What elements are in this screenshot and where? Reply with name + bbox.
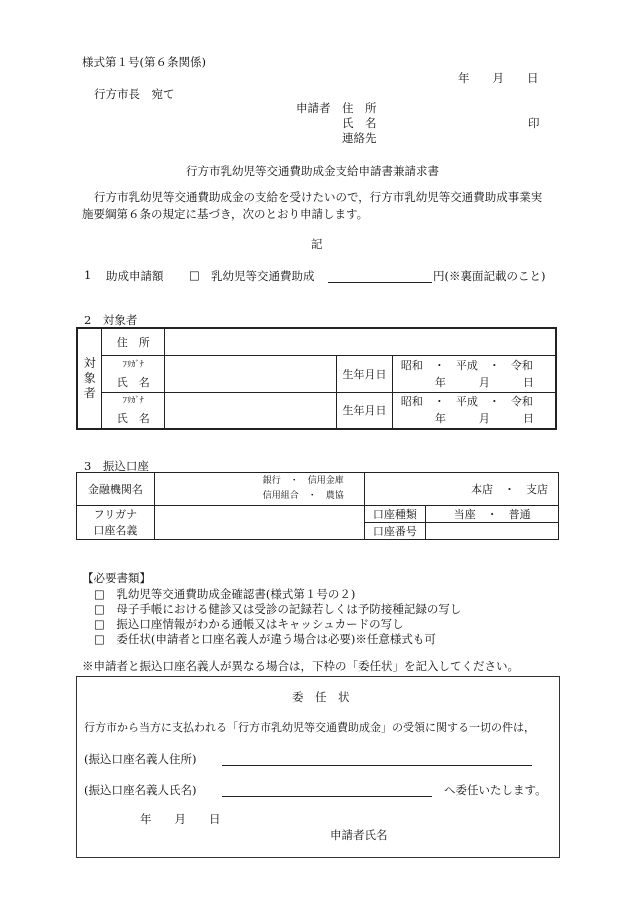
proxy-address-label: (振込口座名義人住所) <box>84 752 197 766</box>
applicant-contact-label: 連絡先 <box>342 131 377 145</box>
proxy-title: 委 任 状 <box>292 690 350 704</box>
branch-field[interactable]: 本店 ・ 支店 <box>364 473 559 506</box>
subject-name-field-1[interactable] <box>165 355 337 392</box>
form-number: 様式第１号(第６条関係) <box>82 55 206 69</box>
addressee: 行方市長 宛て <box>94 87 175 101</box>
account-type-field[interactable]: 当座 ・ 普通 <box>426 506 559 523</box>
proxy-date-line: 年 月 日 <box>140 812 221 826</box>
section1-number: 1 <box>84 268 92 282</box>
amount-field[interactable] <box>328 282 432 283</box>
required-doc-item[interactable]: □ 振込口座情報がわかる通帳又はキャッシュカードの写し <box>94 617 404 631</box>
account-number-label: 口座番号 <box>364 523 426 540</box>
birthdate-field-1[interactable]: 昭和 ・ 平成 ・ 令和 年 月 日 <box>392 355 556 392</box>
bank-label: 金融機関名 <box>77 473 155 506</box>
account-type-label: 口座種類 <box>364 506 426 523</box>
checkbox-icon[interactable]: □ <box>189 268 200 282</box>
section1-unit: 円(※裏面記載のこと) <box>433 269 546 283</box>
holder-label: フリガナ 口座名義 <box>77 506 155 540</box>
required-doc-item[interactable]: □ 乳幼児等交通費助成金確認書(様式第１号の２) <box>94 587 356 601</box>
section1-label: 助成申請額 <box>106 269 164 283</box>
subject-name-label-1: ﾌﾘｶﾞﾅ 氏 名 <box>102 355 165 392</box>
intro-line-1: 行方市乳幼児等交通費助成金の支給を受けたいので，行方市乳幼児等交通費助成事業実 <box>94 190 543 204</box>
subject-address-field[interactable] <box>165 328 556 355</box>
required-doc-item[interactable]: □ 委任状(申請者と口座名義人が違う場合は必要)※任意様式も可 <box>94 632 436 646</box>
proxy-signer-label: 申請者氏名 <box>330 828 388 842</box>
subject-name-field-2[interactable] <box>165 392 337 429</box>
applicant-label: 申請者 <box>296 101 331 115</box>
proxy-name-label: (振込口座名義人氏名) <box>84 783 197 797</box>
birthdate-field-2[interactable]: 昭和 ・ 平成 ・ 令和 年 月 日 <box>392 392 556 429</box>
subject-name-label-2: ﾌﾘｶﾞﾅ 氏 名 <box>102 392 165 429</box>
proxy-delegate-text: へ委任いたします。 <box>444 783 547 797</box>
subject-address-label: 住 所 <box>102 328 165 355</box>
birthdate-label-2: 生年月日 <box>337 392 393 429</box>
seal-label: 印 <box>528 116 540 130</box>
document-title: 行方市乳幼児等交通費助成金支給申請書兼請求書 <box>186 164 439 178</box>
intro-line-2: 施要綱第６条の規定に基づき，次のとおり申請します。 <box>82 207 369 221</box>
section1-item: 乳幼児等交通費助成 <box>211 269 315 283</box>
birthdate-label-1: 生年月日 <box>337 355 393 392</box>
account-number-field[interactable] <box>426 523 559 540</box>
section2-heading: 2 対象者 <box>84 313 138 327</box>
section3-heading: 3 振込口座 <box>84 459 149 473</box>
bank-table <box>76 472 559 540</box>
proxy-name-field[interactable] <box>222 796 432 797</box>
bank-name-field[interactable]: 銀行 ・ 信用金庫 信用組合 ・ 農協 <box>154 473 364 506</box>
proxy-text: 行方市から当方に支払われる「行方市乳幼児等交通費助成金」の受領に関する一切の件は， <box>84 721 535 734</box>
applicant-name-label: 氏 名 <box>342 116 377 130</box>
date-line: 年 月 日 <box>458 71 539 85</box>
applicant-address-label: 住 所 <box>342 101 377 115</box>
subject-table <box>76 327 557 430</box>
holder-field[interactable] <box>154 506 364 540</box>
required-doc-item[interactable]: □ 母子手帳における健診又は受診の記録若しくは予防接種記録の写し <box>94 602 462 616</box>
proxy-address-field[interactable] <box>222 765 532 766</box>
ki-label: 記 <box>311 237 323 251</box>
proxy-note: ※申請者と振込口座名義人が異なる場合は，下枠の「委任状」を記入してください。 <box>82 659 519 673</box>
subject-side-label: 対 象 者 <box>77 328 102 429</box>
required-docs-heading: 【必要書類】 <box>82 571 151 585</box>
